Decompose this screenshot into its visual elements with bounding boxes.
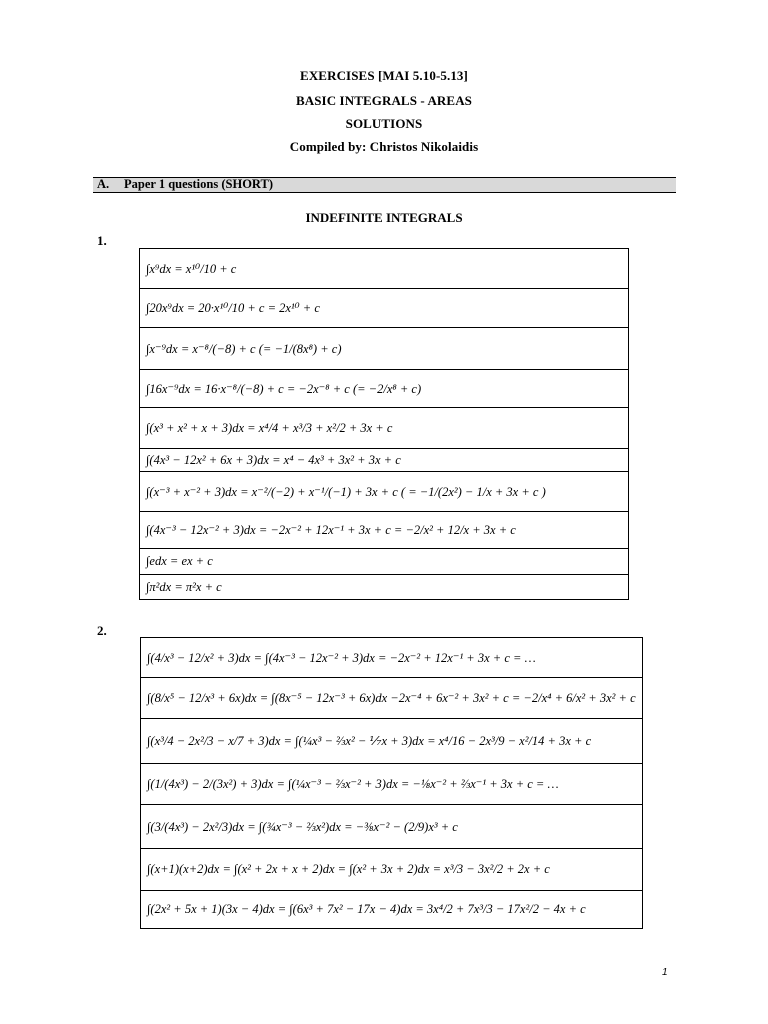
solution-row: ∫(1/(4x³) − 2/(3x²) + 3)dx = ∫(¼x⁻³ − ⅔x⁻² + 3)dx = −⅛x⁻² + ⅔x⁻¹ + 3x + c = …: [141, 764, 643, 805]
solution-row: ∫x⁹dx = x¹⁰/10 + c: [140, 249, 629, 289]
section-label: A.: [97, 177, 110, 191]
doc-subtitle: SOLUTIONS: [345, 116, 423, 131]
solution-row: ∫edx = ex + c: [140, 549, 629, 575]
section-title: Paper 1 questions (SHORT): [124, 177, 273, 191]
question-1-solutions-table: [139, 248, 629, 600]
solution-row: ∫(2x² + 5x + 1)(3x − 4)dx = ∫(6x³ + 7x² − 17x − 4)dx = 3x⁴/2 + 7x³/3 − 17x²/2 − 4x + c: [141, 891, 643, 929]
solution-row: ∫(4x³ − 12x² + 6x + 3)dx = x⁴ − 4x³ + 3x² + 3x + c: [140, 449, 629, 472]
section-header: [93, 177, 676, 193]
page-number: 1: [662, 967, 668, 978]
solution-row: ∫x⁻⁹dx = x⁻⁸/(−8) + c (= −1/(8x⁸) + c): [140, 328, 629, 370]
question-2-number: 2.: [97, 623, 107, 638]
solution-row: ∫20x⁹dx = 20·x¹⁰/10 + c = 2x¹⁰ + c: [140, 289, 629, 328]
solution-row: ∫(4/x³ − 12/x² + 3)dx = ∫(4x⁻³ − 12x⁻² + 3)dx = −2x⁻² + 12x⁻¹ + 3x + c = …: [141, 638, 643, 678]
solution-row: ∫(x⁻³ + x⁻² + 3)dx = x⁻²/(−2) + x⁻¹/(−1) + 3x + c ( = −1/(2x²) − 1/x + 3x + c ): [140, 472, 629, 512]
solution-row: ∫(3/(4x³) − 2x²/3)dx = ∫(¾x⁻³ − ⅔x²)dx = −⅜x⁻² − (2/9)x³ + c: [141, 805, 643, 849]
solution-row: ∫(8/x⁵ − 12/x³ + 6x)dx = ∫(8x⁻⁵ − 12x⁻³ + 6x)dx −2x⁻⁴ + 6x⁻² + 3x² + c = −2/x⁴ + 6/x² + 3x² + c: [141, 678, 643, 719]
solution-row: ∫(x³/4 − 2x²/3 − x/7 + 3)dx = ∫(¼x³ − ⅔x² − ⅐x + 3)dx = x⁴/16 − 2x³/9 − x²/14 + 3x + c: [141, 719, 643, 764]
doc-author: Compiled by: Christos Nikolaidis: [289, 139, 479, 154]
question-2-solutions-table: [140, 637, 643, 929]
solution-row: ∫(x³ + x² + x + 3)dx = x⁴/4 + x³/3 + x²/2 + 3x + c: [140, 408, 629, 449]
doc-topic: BASIC INTEGRALS - AREAS: [295, 93, 473, 108]
solution-row: ∫(4x⁻³ − 12x⁻² + 3)dx = −2x⁻² + 12x⁻¹ + 3x + c = −2/x² + 12/x + 3x + c: [140, 512, 629, 549]
doc-title: EXERCISES [MAI 5.10-5.13]: [300, 68, 468, 83]
question-1-number: 1.: [97, 233, 107, 248]
solution-row: ∫16x⁻⁹dx = 16·x⁻⁸/(−8) + c = −2x⁻⁸ + c (= −2/x⁸ + c): [140, 370, 629, 408]
solution-row: ∫π²dx = π²x + c: [140, 575, 629, 600]
subheading: INDEFINITE INTEGRALS: [305, 210, 463, 225]
solution-row: ∫(x+1)(x+2)dx = ∫(x² + 2x + x + 2)dx = ∫(x² + 3x + 2)dx = x³/3 − 3x²/2 + 2x + c: [141, 849, 643, 891]
